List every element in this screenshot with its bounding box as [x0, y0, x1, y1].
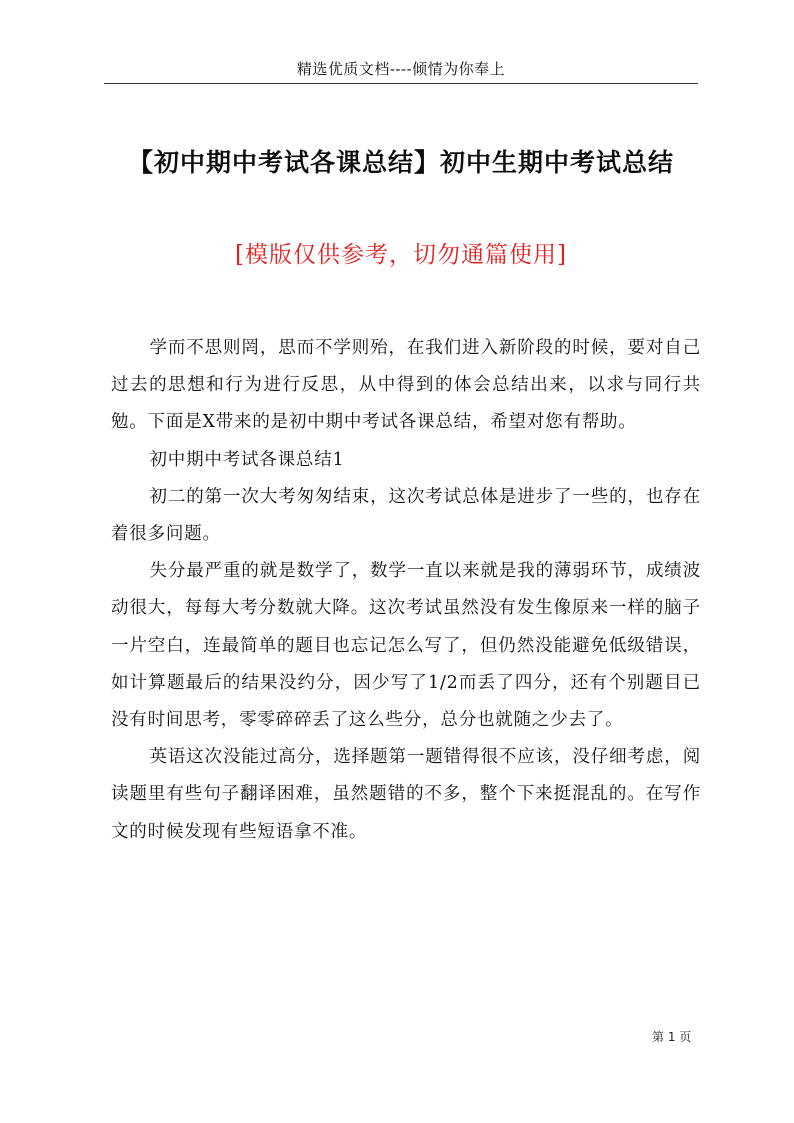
page-header: 精选优质文档----倾情为你奉上	[296, 60, 506, 78]
body-paragraph: 英语这次没能过高分，选择题第一题错得很不应该，没仔细考虑，阅读题里有些句子翻译困难，虽然题错的不多，整个下来挺混乱的。在写作文的时候发现有些短语拿不准。	[111, 747, 701, 842]
body-paragraph: 失分最严重的就是数学了，数学一直以来就是我的薄弱环节，成绩波动很大，每每大考分数就大降。这次考试虽然没有发生像原来一样的脑子一片空白，连最简单的题目也忘记怎么写了，但仍然没能避免低级错误，如计算题最后的结果没约分，因少写了1/2而丢了四分，还有个别题目已没有时间思考，零零碎碎丢了这么些分，总分也就随之少去了。	[111, 561, 701, 731]
document-subtitle: [模版仅供参考，切勿通篇使用]	[235, 242, 567, 268]
document-title: 【初中期中考试各课总结】初中生期中考试总结	[127, 148, 674, 177]
page-number: 第 1 页	[652, 1030, 692, 1044]
document-body	[111, 330, 701, 851]
intro-paragraph: 学而不思则罔，思而不学则殆，在我们进入新阶段的时候，要对自己过去的思想和行为进行反思，从中得到的体会总结出来，以求与同行共勉。下面是X带来的是初中期中考试各课总结，希望对您有帮助。	[111, 338, 701, 433]
section-heading: 初中期中考试各课总结1	[149, 449, 345, 470]
body-paragraph: 初二的第一次大考匆匆结束，这次考试总体是进步了一些的，也存在着很多问题。	[111, 486, 701, 545]
header-divider	[104, 83, 698, 84]
